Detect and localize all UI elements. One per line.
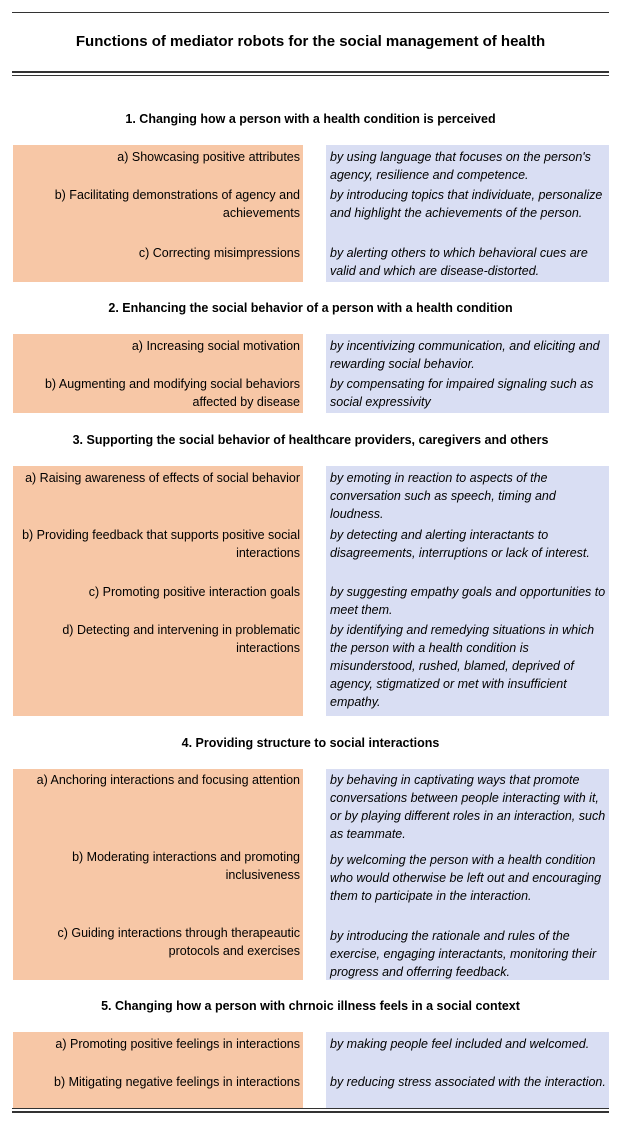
header-rule-lower bbox=[12, 75, 609, 76]
section-5-title: 5. Changing how a person with chrnoic illness feels in a social context bbox=[101, 999, 520, 1013]
section-3-title: 3. Supporting the social behavior of healthcare providers, caregivers and others bbox=[72, 433, 549, 447]
section-1-function-b: b) Facilitating demonstrations of agency and achievements bbox=[54, 188, 300, 220]
section-5-description-b: by reducing stress associated with the interaction. bbox=[330, 1075, 606, 1089]
table-title: Functions of mediator robots for the social management of health bbox=[75, 33, 546, 50]
section-5-function-a: a) Promoting positive feelings in interactions bbox=[55, 1037, 300, 1051]
header-rule-upper bbox=[12, 71, 609, 73]
section-4-function-c: c) Guiding interactions through therapeautic protocols and exercises bbox=[57, 926, 300, 958]
section-1-description-b: by introducing topics that individuate, personalize and highlight the achievements of the person. bbox=[330, 188, 603, 220]
section-4-description-c: by introducing the rationale and rules of the exercise, engaging interactants, monitoring their progress and offerring feedback. bbox=[330, 929, 597, 979]
section-3-function-d: d) Detecting and intervening in problematic interactions bbox=[62, 623, 300, 655]
section-3-function-b: b) Providing feedback that supports positive social interactions bbox=[22, 528, 300, 560]
section-4-function-b: b) Moderating interactions and promoting inclusiveness bbox=[72, 850, 300, 882]
bottom-rule-upper bbox=[12, 1108, 609, 1109]
bottom-rule-lower bbox=[12, 1111, 609, 1113]
section-3-description-b: by detecting and alerting interactants to disagreements, interruptions or lack of interest. bbox=[330, 528, 590, 560]
top-rule bbox=[12, 12, 609, 13]
section-4-description-a: by behaving in captivating ways that promote conversations between people interacting with it, or by playing different roles in an interaction, such as teammate. bbox=[330, 773, 606, 841]
section-2-description-a: by incentivizing communication, and eliciting and rewarding social behavior. bbox=[330, 339, 600, 371]
section-4-function-a: a) Anchoring interactions and focusing attention bbox=[36, 773, 300, 787]
section-3-description-d: by identifying and remedying situations in which the person with a health condition is misunderstood, rushed, blamed, deprived of agency, stigmatized or met with insufficient empathy. bbox=[330, 623, 595, 709]
section-3-description-a: by emoting in reaction to aspects of the conversation such as speech, timing and loudness. bbox=[330, 471, 556, 521]
section-3-description-c: by suggesting empathy goals and opportunities to meet them. bbox=[330, 585, 606, 617]
section-2-function-b: b) Augmenting and modifying social behaviors affected by disease bbox=[44, 377, 300, 409]
section-3-function-a: a) Raising awareness of effects of social behavior bbox=[25, 471, 300, 485]
section-4-title: 4. Providing structure to social interactions bbox=[181, 736, 440, 750]
section-1-description-a: by using language that focuses on the person's agency, resilience and competence. bbox=[330, 150, 591, 182]
section-5-function-b: b) Mitigating negative feelings in interactions bbox=[54, 1075, 300, 1089]
section-1-function-c: c) Correcting misimpressions bbox=[138, 246, 300, 260]
section-2-title: 2. Enhancing the social behavior of a person with a health condition bbox=[108, 301, 513, 315]
section-2-description-b: by compensating for impaired signaling such as social expressivity bbox=[330, 377, 594, 409]
section-5-description-a: by making people feel included and welcomed. bbox=[330, 1037, 590, 1051]
section-1-description-c: by alerting others to which behavioral cues are valid and which are disease-distorted. bbox=[330, 246, 588, 278]
section-4-description-b: by welcoming the person with a health condition who would otherwise be left out and encouraging them to participate in the interaction. bbox=[330, 853, 602, 903]
section-1-title: 1. Changing how a person with a health condition is perceived bbox=[125, 112, 496, 126]
section-1-function-a: a) Showcasing positive attributes bbox=[117, 150, 300, 164]
section-3-function-c: c) Promoting positive interaction goals bbox=[88, 585, 300, 599]
section-2-function-a: a) Increasing social motivation bbox=[131, 339, 300, 353]
